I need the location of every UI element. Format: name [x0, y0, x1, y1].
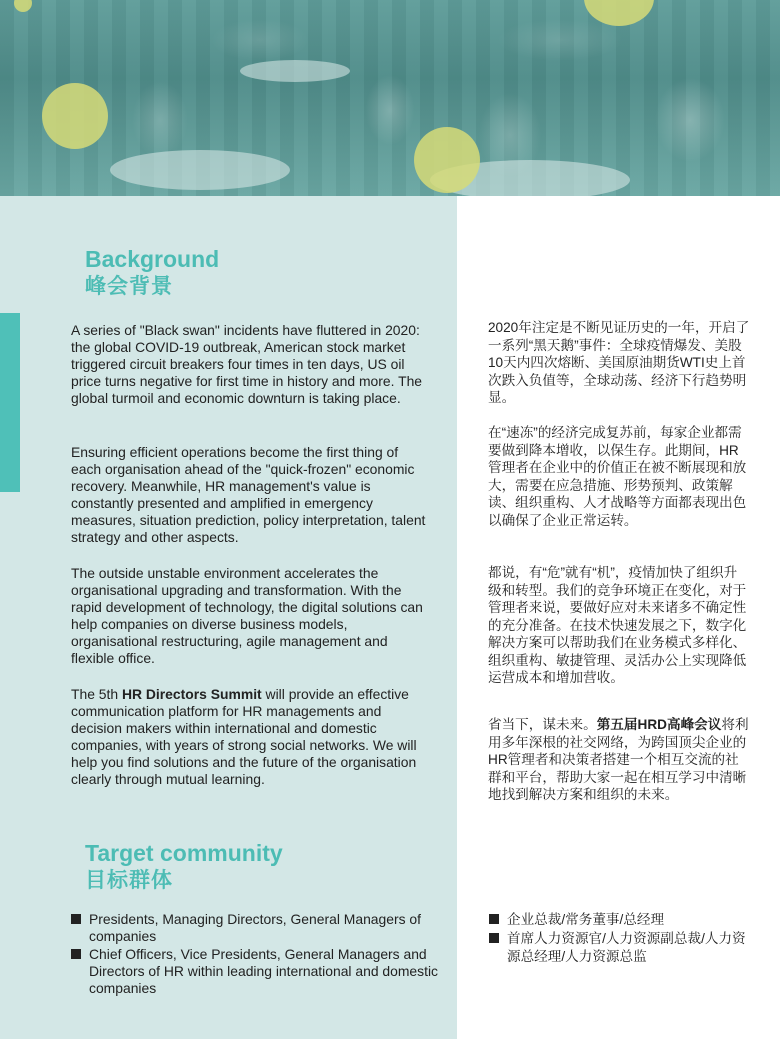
target-title-en: Target community [85, 840, 283, 866]
round-table [110, 150, 290, 190]
background-paragraph-3: The outside unstable environment accelerates the organisational upgrading and transformation. With the rapid development of technology, the digital solutions can help companies on diverse business models, organisational restructuring, agile management and flexible office. [71, 565, 423, 666]
bullet-square-icon [71, 949, 81, 959]
bullet-square-icon [489, 933, 499, 943]
bullet-square-icon [489, 914, 499, 924]
para4-post: will provide an effective communication platform for HR managements and decision makers within international and domestic companies, with years of strong social networks. We will help you find solutions and the future of the organisation clearly through mutual learning. [71, 686, 417, 787]
list-item [489, 930, 754, 966]
background-paragraph-2: Ensuring efficient operations become the first thing of each organisation ahead of the "quick-frozen" economic recovery. Meanwhile, HR management's value is constantly presented and amplified in emergency measures, situation prediction, policy interpretation, talent strategy and other aspects. [71, 444, 426, 545]
list-item-text: 企业总裁/常务董事/总经理 [507, 912, 665, 927]
round-table [240, 60, 350, 82]
background-title-en: Background [85, 246, 220, 272]
background-paragraph-zh-1: 2020年注定是不断见证历史的一年，开启了一系列“黑天鹅”事件：全球疫情爆发、美股10天内四次熔断、美国原油期货WTI史上首次跌入负值等，全球动荡、经济下行趋势明显。 [488, 320, 750, 405]
list-item [489, 911, 754, 929]
background-paragraph-zh-3: 都说，有“危”就有“机”，疫情加快了组织升级和转型。我们的竞争环境正在变化，对于管理者来说，要做好应对未来诸多不确定性的充分准备。在技术快速发展之下，数字化解决方案可以帮助我们在业务模式多样化、组织重构、敏捷管理、灵活办公上实现降低运营成本和增加营收。 [488, 565, 747, 685]
target-list-en [71, 911, 441, 997]
target-title-zh: 目标群体 [85, 869, 173, 892]
para4-pre: The 5th [71, 686, 122, 702]
decor-dot [414, 127, 480, 193]
para4-zh-pre: 省当下，谋未来。 [488, 717, 597, 732]
decor-dot [42, 83, 108, 149]
list-item-text: Chief Officers, Vice Presidents, General Managers and Directors of HR within leading international and domestic companies [89, 946, 438, 996]
background-paragraph-4 [71, 686, 431, 788]
list-item-text: Presidents, Managing Directors, General Managers of companies [89, 911, 421, 944]
list-item [71, 911, 441, 945]
para4-zh-post: 将利用多年深根的社交网络，为跨国顶尖企业的HR管理者和决策者搭建一个相互交流的社群和平台，帮助大家一起在相互学习中清晰地找到解决方案和组织的未来。 [488, 717, 749, 802]
background-paragraph-zh-4 [488, 716, 750, 804]
bullet-square-icon [71, 914, 81, 924]
target-list-zh [489, 911, 754, 966]
summit-name: HR Directors Summit [121, 686, 262, 702]
background-paragraph-zh-2: 在“速冻”的经济完成复苏前，每家企业都需要做到降本增收，以保生存。此期间，HR管理者在企业中的价值正在被不断展现和放大，需要在应急措施、形势预判、政策解读、组织重构、人才战略等方面都表现出色以确保了企业正常运转。 [488, 425, 747, 528]
list-item [71, 946, 441, 997]
conference-photo [0, 0, 780, 196]
list-item-text: 首席人力资源官/人力资源副总裁/人力资源总经理/人力资源总监 [507, 931, 746, 964]
summit-name-zh: 第五届HRD高峰会议 [596, 717, 722, 732]
background-title-zh: 峰会背景 [85, 275, 173, 298]
background-paragraph-1: A series of "Black swan" incidents have fluttered in 2020: the global COVID-19 outbreak, American stock market triggered circuit breakers four times in ten days, US oil price turns negative for first time in history and more. The global turmoil and economic downturn is taking place. [71, 322, 423, 406]
accent-bar [0, 313, 20, 492]
